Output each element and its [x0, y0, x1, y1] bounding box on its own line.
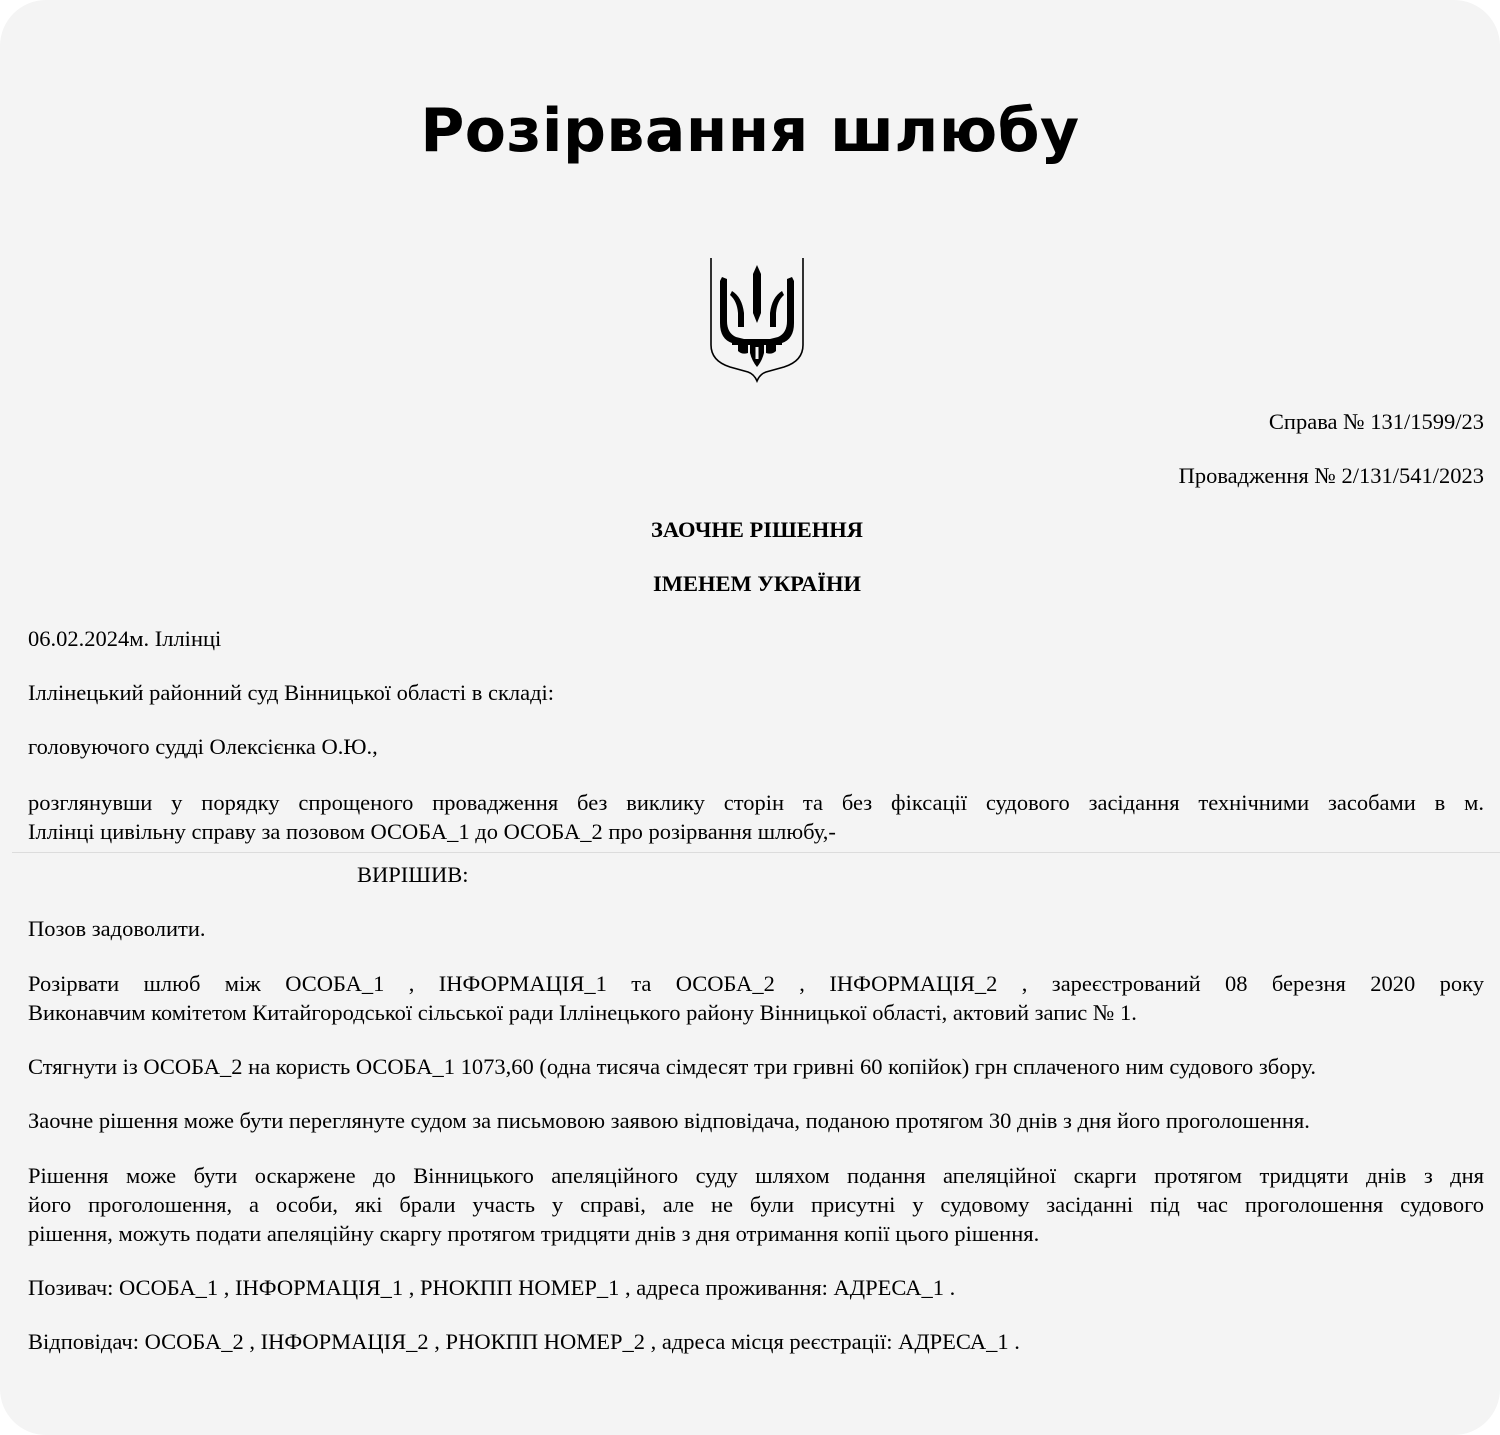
proceeding-number: Провадження № 2/131/541/2023 [1178, 463, 1484, 488]
paragraph-line: Іллінці цивільну справу за позовом ОСОБА_1 до ОСОБА_2 про розірвання шлюбу,- [28, 819, 836, 844]
dissolve-paragraph [28, 969, 1484, 1027]
presiding-judge: головуючого судді Олексієнка О.Ю., [28, 734, 378, 759]
page-title: Розірвання шлюбу [420, 96, 1080, 166]
date-place: 06.02.2024м. Іллінці [28, 626, 222, 651]
review-paragraph: Заочне рішення може бути переглянуте судом за письмовою заявою відповідача, поданою протягом 30 днів з дня його проголошення. [28, 1108, 1310, 1133]
intro-paragraph [28, 788, 1484, 846]
claim-granted: Позов задоволити. [28, 916, 206, 941]
recover-paragraph: Стягнути із ОСОБА_2 на користь ОСОБА_1 1073,60 (одна тисяча сімдесят три гривні 60 копійок) грн сплаченого ним судового збору. [28, 1054, 1317, 1079]
paragraph-line: Розірвати шлюб між ОСОБА_1 , ІНФОРМАЦІЯ_1 та ОСОБА_2 , ІНФОРМАЦІЯ_2 , зареєстрований 08 березня 2020 року [28, 971, 1484, 996]
paragraph-line: його проголошення, а особи, які брали участь у справі, але не були присутні у судовому засіданні під час проголошення судового [28, 1192, 1484, 1217]
trident-icon [708, 257, 806, 383]
court-name: Іллінецький районний суд Вінницької області в складі: [28, 680, 555, 705]
divider [12, 852, 1500, 853]
paragraph-line: рішення, можуть подати апеляційну скаргу протягом тридцяти днів з дня отримання копії цього рішення. [28, 1221, 1040, 1246]
in-the-name-heading: ІМЕНЕМ УКРАЇНИ [652, 571, 862, 596]
paragraph-line: Виконавчим комітетом Китайгородської сільської ради Іллінецького району Вінницької області, актовий запис № 1. [28, 1000, 1137, 1025]
defendant-info: Відповідач: ОСОБА_2 , ІНФОРМАЦІЯ_2 , РНОКПП НОМЕР_2 , адреса місця реєстрації: АДРЕСА_1 . [28, 1329, 1020, 1354]
appeal-paragraph [28, 1161, 1484, 1248]
case-number: Справа № 131/1599/23 [1268, 409, 1484, 434]
paragraph-line: розглянувши у порядку спрощеного провадження без виклику сторін та без фіксації судового засідання технічними засобами в м. [28, 790, 1484, 815]
verdict-heading: ВИРІШИВ: [357, 862, 469, 887]
plaintiff-info: Позивач: ОСОБА_1 , ІНФОРМАЦІЯ_1 , РНОКПП НОМЕР_1 , адреса проживання: АДРЕСА_1 . [28, 1275, 956, 1300]
decision-type: ЗАОЧНЕ РІШЕННЯ [650, 517, 864, 542]
paragraph-line: Рішення може бути оскаржене до Вінницького апеляційного суду шляхом подання апеляційної скарги протягом тридцяти днів з дня [28, 1163, 1484, 1188]
